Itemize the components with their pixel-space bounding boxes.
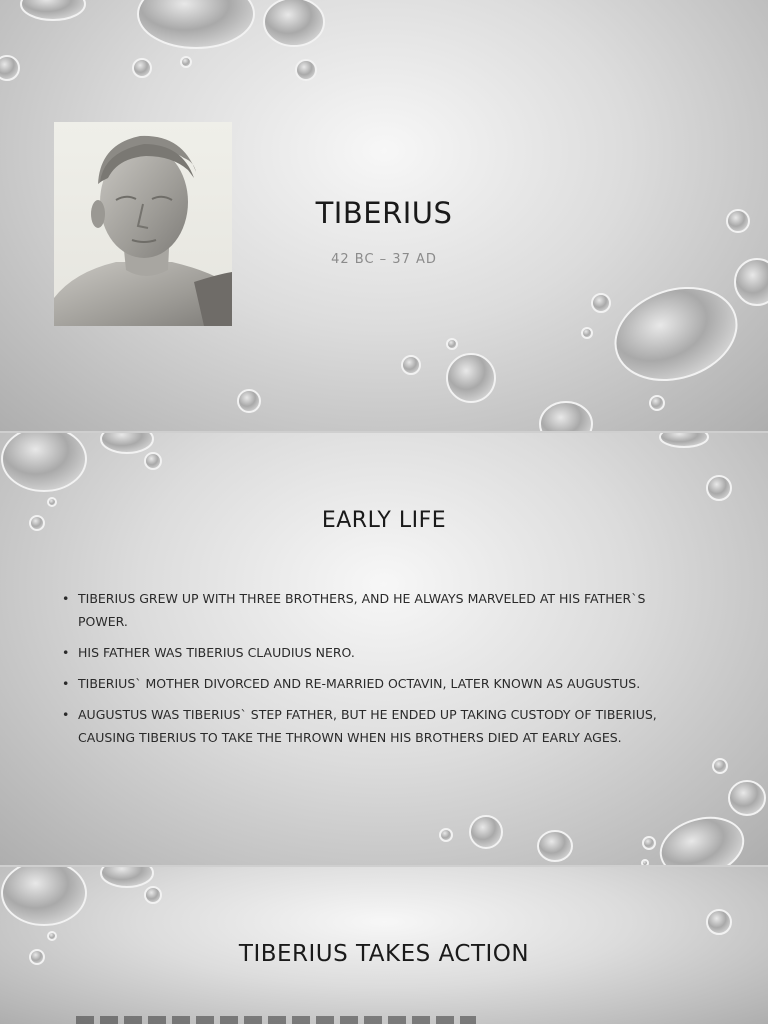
slide-subtitle-dates: 42 BC – 37 AD (331, 252, 437, 267)
slide-title: EARLY LIFE (321, 508, 447, 533)
bullet-item: • HIS FATHER WAS TIBERIUS CLAUDIUS NERO. (62, 641, 682, 664)
title-slide (0, 0, 768, 431)
cropped-text-line (76, 1016, 476, 1024)
bullet-item: • TIBERIUS GREW UP WITH THREE BROTHERS, AND HE ALWAYS MARVELED AT HIS FATHER`S POWER. (62, 587, 682, 633)
slide-title: TIBERIUS (315, 196, 453, 230)
bullet-item: • TIBERIUS` MOTHER DIVORCED AND RE-MARRIED OCTAVIN, LATER KNOWN AS AUGUSTUS. (62, 672, 682, 695)
bullet-item: • AUGUSTUS WAS TIBERIUS` STEP FATHER, BUT HE ENDED UP TAKING CUSTODY OF TIBERIUS, CAUSING TIBERIUS TO TAKE THE THROWN WHEN HIS BROTHERS DIED AT EARLY AGES. (62, 703, 682, 749)
slide-title: TIBERIUS TAKES ACTION (238, 941, 530, 967)
bullet-list (62, 587, 682, 757)
